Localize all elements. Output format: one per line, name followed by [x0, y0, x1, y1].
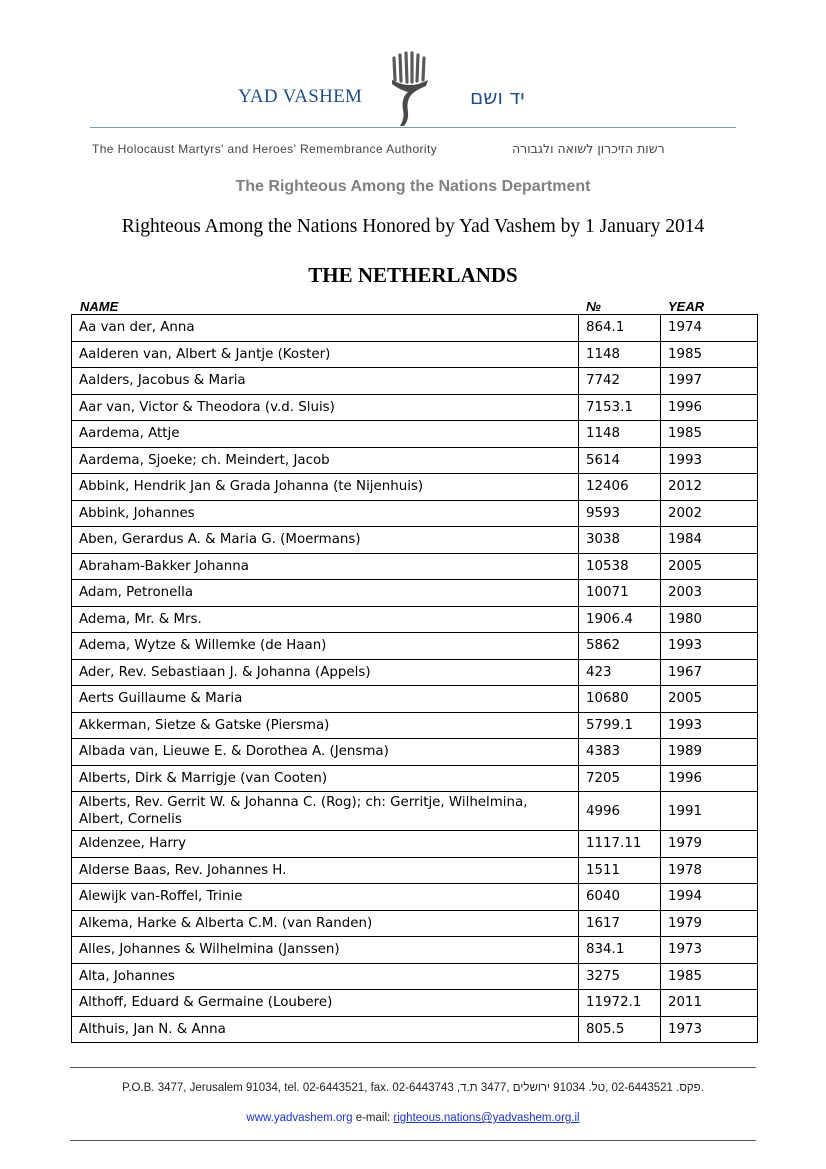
cell-number: 6040: [579, 884, 661, 911]
cell-year: 1996: [661, 394, 758, 421]
cell-number: 10538: [579, 553, 661, 580]
cell-name: Alles, Johannes & Wilhelmina (Janssen): [72, 937, 579, 964]
cell-name: Alta, Johannes: [72, 963, 579, 990]
document-title: Righteous Among the Nations Honored by Yad Vashem by 1 January 2014: [121, 216, 705, 237]
cell-number: 805.5: [579, 1016, 661, 1043]
column-header-number: №: [586, 299, 601, 314]
cell-name: Aalders, Jacobus & Maria: [72, 368, 579, 395]
cell-name: Aldenzee, Harry: [72, 831, 579, 858]
table-row: [72, 765, 758, 792]
cell-number: 7153.1: [579, 394, 661, 421]
table-row: [72, 368, 758, 395]
cell-name: Akkerman, Sietze & Gatske (Piersma): [72, 712, 579, 739]
cell-number: 10071: [579, 580, 661, 607]
cell-year: 1967: [661, 659, 758, 686]
footer-divider-top: [70, 1067, 756, 1068]
cell-name: Alderse Baas, Rev. Johannes H.: [72, 857, 579, 884]
table-row: [72, 527, 758, 554]
cell-name: Alberts, Dirk & Marrigje (van Cooten): [72, 765, 579, 792]
cell-name: Aalderen van, Albert & Jantje (Koster): [72, 341, 579, 368]
cell-year: 1978: [661, 857, 758, 884]
cell-year: 2012: [661, 474, 758, 501]
cell-year: 2005: [661, 553, 758, 580]
table-row: [72, 447, 758, 474]
cell-number: 5799.1: [579, 712, 661, 739]
cell-number: 1906.4: [579, 606, 661, 633]
righteous-table: [71, 314, 758, 1043]
cell-name: Albada van, Lieuwe E. & Dorothea A. (Jensma): [72, 739, 579, 766]
yad-vashem-emblem-icon: [386, 50, 434, 128]
table-row: [72, 633, 758, 660]
cell-year: 1980: [661, 606, 758, 633]
footer-contact: [0, 1112, 826, 1124]
table-row: [72, 686, 758, 713]
table-row: [72, 659, 758, 686]
cell-year: 1997: [661, 368, 758, 395]
cell-number: 10680: [579, 686, 661, 713]
cell-year: 2011: [661, 990, 758, 1017]
cell-number: 4996: [579, 792, 661, 831]
cell-year: 2002: [661, 500, 758, 527]
header-divider: [90, 127, 736, 128]
website-link[interactable]: www.yadvashem.org: [246, 1112, 353, 1124]
cell-name: Alewijk van-Roffel, Trinie: [72, 884, 579, 911]
cell-year: 2005: [661, 686, 758, 713]
cell-year: 1973: [661, 1016, 758, 1043]
cell-number: 423: [579, 659, 661, 686]
cell-year: 1985: [661, 341, 758, 368]
cell-year: 1985: [661, 963, 758, 990]
table-row: [72, 580, 758, 607]
cell-name: Althuis, Jan N. & Anna: [72, 1016, 579, 1043]
table-row: [72, 739, 758, 766]
cell-number: 1617: [579, 910, 661, 937]
cell-year: 1993: [661, 712, 758, 739]
cell-number: 1148: [579, 421, 661, 448]
cell-name: Aben, Gerardus A. & Maria G. (Moermans): [72, 527, 579, 554]
cell-name: Alberts, Rev. Gerrit W. & Johanna C. (Rog); ch: Gerritje, Wilhelmina, Albert, Cornelis: [72, 792, 579, 831]
table-row: [72, 553, 758, 580]
cell-name: Althoff, Eduard & Germaine (Loubere): [72, 990, 579, 1017]
table-body: [72, 315, 758, 1043]
table-row: [72, 315, 758, 342]
cell-number: 3275: [579, 963, 661, 990]
column-header-name: NAME: [80, 299, 119, 314]
table-row: [72, 712, 758, 739]
cell-name: Adam, Petronella: [72, 580, 579, 607]
cell-year: 1984: [661, 527, 758, 554]
table-row: [72, 606, 758, 633]
table-row: [72, 394, 758, 421]
cell-number: 1148: [579, 341, 661, 368]
cell-name: Abbink, Hendrik Jan & Grada Johanna (te Nijenhuis): [72, 474, 579, 501]
cell-year: 1991: [661, 792, 758, 831]
cell-year: 1994: [661, 884, 758, 911]
cell-year: 1973: [661, 937, 758, 964]
cell-name: Aar van, Victor & Theodora (v.d. Sluis): [72, 394, 579, 421]
table-row: [72, 474, 758, 501]
table-row: [72, 937, 758, 964]
table-row: [72, 1016, 758, 1043]
cell-number: 7205: [579, 765, 661, 792]
table-row: [72, 990, 758, 1017]
department-name: The Righteous Among the Nations Department: [235, 178, 591, 195]
logo-text-hebrew: יד ושם: [470, 85, 525, 109]
table-row: [72, 792, 758, 831]
cell-year: 1996: [661, 765, 758, 792]
cell-year: 2003: [661, 580, 758, 607]
cell-name: Abbink, Johannes: [72, 500, 579, 527]
table-row: [72, 341, 758, 368]
table-row: [72, 857, 758, 884]
table-row: [72, 910, 758, 937]
cell-number: 12406: [579, 474, 661, 501]
cell-number: 1117.11: [579, 831, 661, 858]
table-row: [72, 500, 758, 527]
email-link[interactable]: righteous.nations@yadvashem.org.il: [393, 1112, 580, 1124]
cell-year: 1979: [661, 831, 758, 858]
cell-number: 1511: [579, 857, 661, 884]
cell-number: 5614: [579, 447, 661, 474]
table-row: [72, 963, 758, 990]
table-row: [72, 884, 758, 911]
cell-number: 834.1: [579, 937, 661, 964]
cell-name: Adema, Mr. & Mrs.: [72, 606, 579, 633]
cell-year: 1985: [661, 421, 758, 448]
authority-name-english: The Holocaust Martyrs' and Heroes' Remembrance Authority: [92, 142, 438, 156]
cell-number: 7742: [579, 368, 661, 395]
table-row: [72, 421, 758, 448]
table-row: [72, 831, 758, 858]
cell-name: Ader, Rev. Sebastiaan J. & Johanna (Appels): [72, 659, 579, 686]
cell-name: Aardema, Sjoeke; ch. Meindert, Jacob: [72, 447, 579, 474]
cell-number: 11972.1: [579, 990, 661, 1017]
cell-name: Adema, Wytze & Willemke (de Haan): [72, 633, 579, 660]
cell-year: 1993: [661, 447, 758, 474]
logo-text-english: YAD VASHEM: [238, 86, 363, 107]
footer-address: P.O.B. 3477, Jerusalem 91034, tel. 02-6443521, fax. 02-6443743 ,פקס. 02-6443521 ,טל. 91034 ירושלים ,3477 ת.ד.: [122, 1082, 704, 1094]
cell-number: 5862: [579, 633, 661, 660]
footer-divider-bottom: [70, 1140, 756, 1141]
cell-name: Aerts Guillaume & Maria: [72, 686, 579, 713]
cell-year: 1979: [661, 910, 758, 937]
email-label: e-mail:: [352, 1112, 394, 1124]
cell-number: 9593: [579, 500, 661, 527]
cell-number: 3038: [579, 527, 661, 554]
cell-number: 864.1: [579, 315, 661, 342]
cell-year: 1989: [661, 739, 758, 766]
column-header-year: YEAR: [668, 299, 705, 314]
cell-year: 1974: [661, 315, 758, 342]
cell-name: Aa van der, Anna: [72, 315, 579, 342]
authority-name-hebrew: רשות הזיכרון לשואה ולגבורה: [512, 141, 665, 156]
cell-name: Aardema, Attje: [72, 421, 579, 448]
cell-number: 4383: [579, 739, 661, 766]
cell-year: 1993: [661, 633, 758, 660]
country-heading: THE NETHERLANDS: [308, 263, 518, 287]
cell-name: Alkema, Harke & Alberta C.M. (van Randen): [72, 910, 579, 937]
cell-name: Abraham-Bakker Johanna: [72, 553, 579, 580]
